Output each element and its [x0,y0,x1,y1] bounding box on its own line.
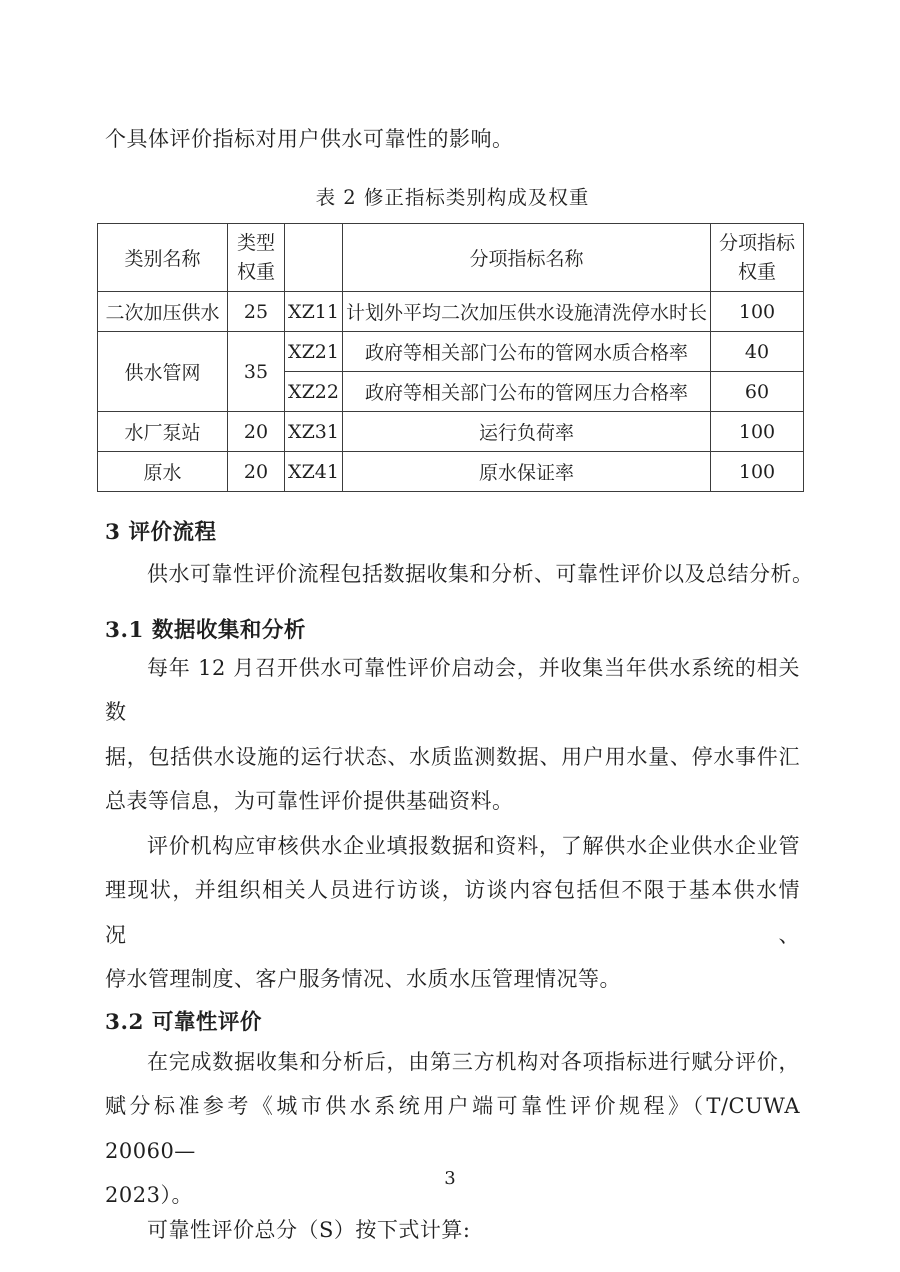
paragraph-line: 停水管理制度、客户服务情况、水质水压管理情况等。 [105,967,621,991]
cell-sub-weight: 100 [711,292,804,332]
cell-sub-weight: 60 [711,372,804,412]
page-content [105,0,814,1252]
paragraph-line: 据，包括供水设施的运行状态、水质监测数据、用户用水量、停水事件汇 [105,744,800,769]
table-row [98,412,804,452]
paragraph-line: 赋分标准参考《城市供水系统用户端可靠性评价规程》（T/CUWA 20060— [105,1094,800,1163]
cell-code: XZ11 [285,292,343,332]
table-row [98,332,804,372]
cell-sub-weight: 100 [711,412,804,452]
cell-code: XZ41 [285,452,343,492]
paragraph-line: 2023）。 [105,1183,193,1207]
cell-category: 二次加压供水 [98,292,228,332]
header-indicator: 分项指标名称 [343,224,711,292]
paragraph [105,824,800,1002]
paragraph-line: 理现状，并组织相关人员进行访谈，访谈内容包括但不限于基本供水情况、 [105,878,800,947]
cell-category: 原水 [98,452,228,492]
cell-code: XZ22 [285,372,343,412]
header-sub-weight-line1: 分项指标 [718,231,795,254]
cell-indicator: 政府等相关部门公布的管网水质合格率 [343,332,711,372]
table-row [98,292,804,332]
intro-paragraph: 个具体评价指标对用户供水可靠性的影响。 [105,127,514,151]
header-sub-weight-line2: 权重 [737,260,776,283]
paragraph-line: 每年 12 月召开供水可靠性评价启动会，并收集当年供水系统的相关数 [105,655,800,724]
weights-table [97,223,804,492]
table-caption: 表 2 修正指标类别构成及权重 [315,186,590,209]
paragraph [105,646,800,824]
paragraph-line: 供水可靠性评价流程包括数据收集和分析、可靠性评价以及总结分析。 [147,562,814,586]
page-number: 3 [444,1168,456,1189]
paragraph-line: 评价机构应审核供水企业填报数据和资料，了解供水企业供水企业管 [147,833,800,858]
cell-indicator: 运行负荷率 [343,412,711,452]
paragraph-line: 在完成数据收集和分析后，由第三方机构对各项指标进行赋分评价， [147,1049,800,1074]
cell-type-weight: 20 [228,412,285,452]
header-category: 类别名称 [98,224,228,292]
cell-type-weight: 35 [228,332,285,412]
table-header-row [98,224,804,292]
cell-category: 水厂泵站 [98,412,228,452]
cell-indicator: 计划外平均二次加压供水设施清洗停水时长 [343,292,711,332]
cell-code: XZ21 [285,332,343,372]
table-row [98,452,804,492]
header-type-weight-line2: 权重 [236,260,275,283]
header-type-weight-line1: 类型 [236,231,275,254]
cell-code: XZ31 [285,412,343,452]
header-sub-weight [711,224,804,292]
section-heading-3: 3 评价流程 [105,520,217,545]
cell-sub-weight: 40 [711,332,804,372]
header-code [285,224,343,292]
section-heading-3-2: 3.2 可靠性评价 [105,1009,262,1035]
cell-type-weight: 20 [228,452,285,492]
cell-indicator: 政府等相关部门公布的管网压力合格率 [343,372,711,412]
cell-sub-weight: 100 [711,452,804,492]
header-type-weight [228,224,285,292]
section-heading-3-1: 3.1 数据收集和分析 [105,617,306,643]
paragraph-line: 总表等信息，为可靠性评价提供基础资料。 [105,789,514,813]
paragraph-line: 可靠性评价总分（S）按下式计算: [147,1217,471,1242]
cell-indicator: 原水保证率 [343,452,711,492]
cell-category: 供水管网 [98,332,228,412]
cell-type-weight: 25 [228,292,285,332]
